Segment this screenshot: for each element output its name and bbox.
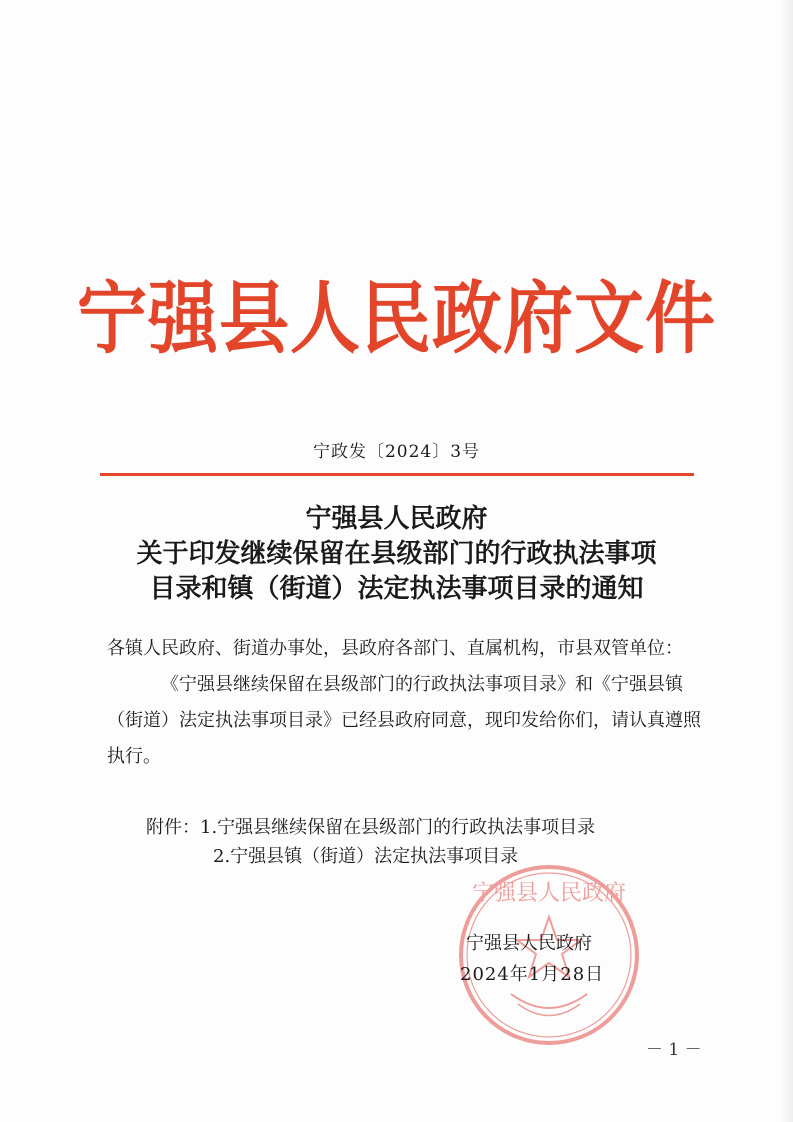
attachment-item: 附件：1.宁强县继续保留在县级部门的行政执法事项目录 bbox=[146, 817, 596, 838]
page-number: － 1 － bbox=[646, 1040, 702, 1060]
title-line-1: 宁强县人民政府 bbox=[305, 504, 488, 534]
title-line-3: 目录和镇（街道）法定执法事项目录的通知 bbox=[149, 574, 644, 604]
issuer-name: 宁强县人民政府 bbox=[466, 933, 592, 954]
attachments-label: 附件： bbox=[146, 817, 200, 838]
title-line-2: 关于印发继续保留在县级部门的行政执法事项 bbox=[136, 539, 657, 569]
seal-text: 宁强县人民政府 bbox=[471, 881, 627, 906]
notice-body bbox=[107, 631, 701, 775]
notice-title bbox=[0, 502, 793, 607]
recipients-line: 各镇人民政府、街道办事处，县政府各部门、直属机构，市县双管单位： bbox=[107, 638, 683, 659]
issue-date: 2024年1月28日 bbox=[460, 964, 605, 985]
body-paragraph: 《宁强县继续保留在县级部门的行政执法事项目录》和《宁强县镇（街道）法定执法事项目录》已经县政府同意，现印发给你们，请认真遵照执行。 bbox=[107, 674, 701, 767]
attachment-item: 2.宁强县镇（街道）法定执法事项目录 bbox=[213, 846, 519, 867]
document-number: 宁政发〔2024〕3号 bbox=[312, 442, 481, 462]
masthead-title: 宁强县人民政府文件 bbox=[77, 272, 716, 365]
red-divider-line bbox=[100, 473, 694, 476]
